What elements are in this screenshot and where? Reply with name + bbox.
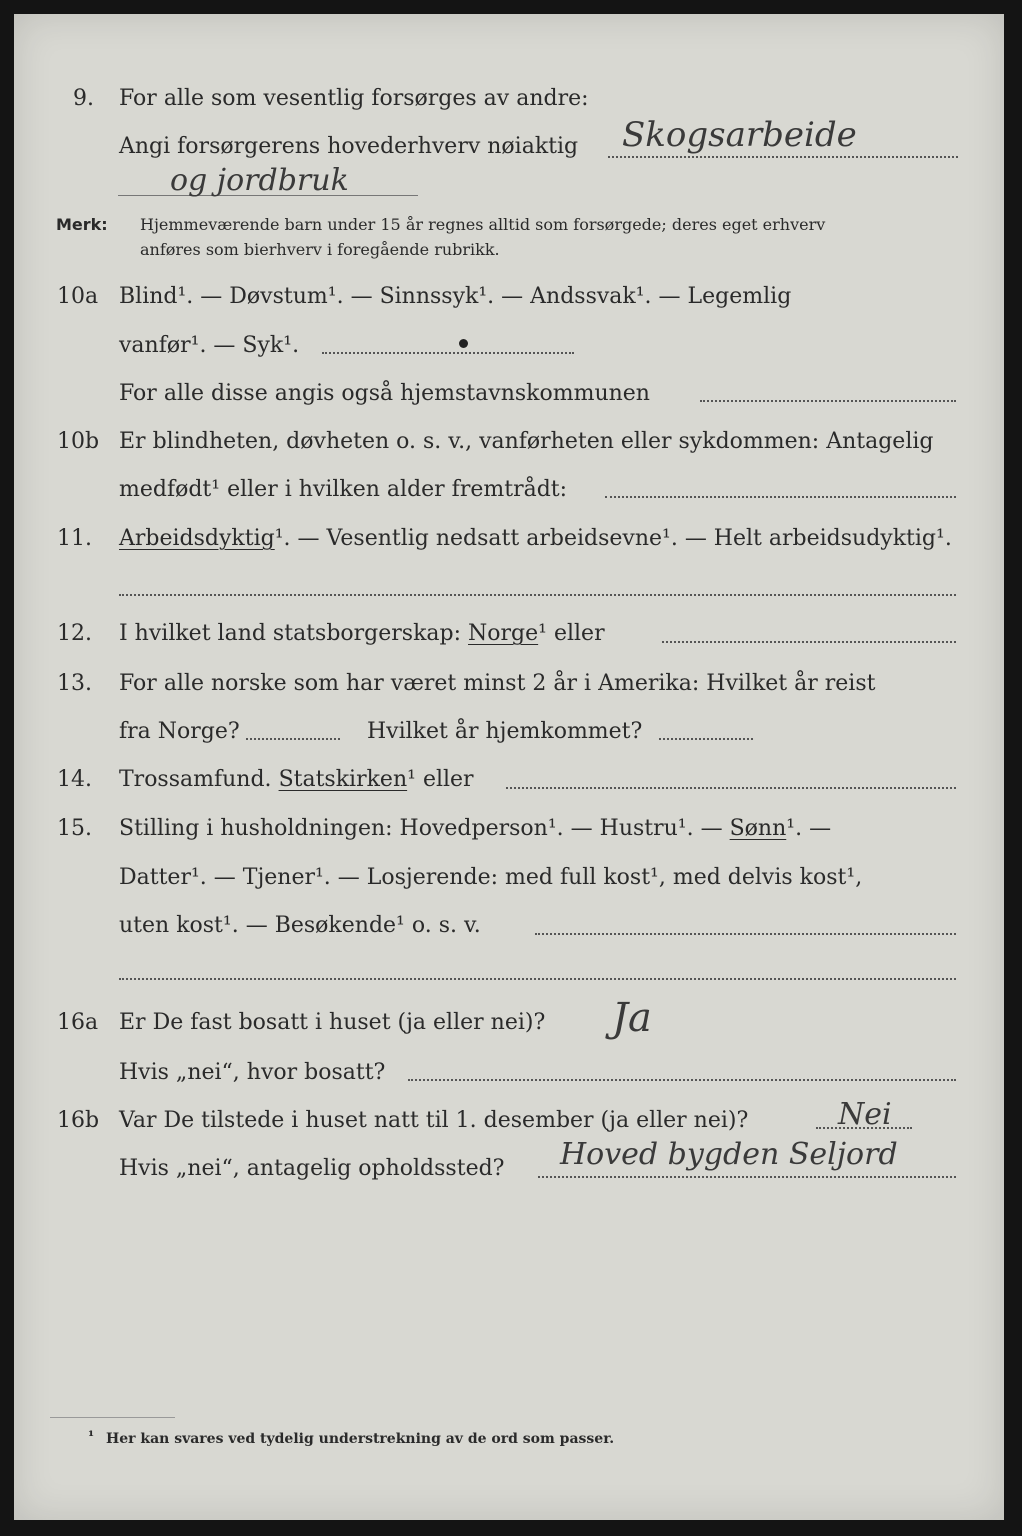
q14-underlined-option: Statskirken [278,767,408,792]
q11-number: 11. [57,526,92,551]
q12-number: 12. [57,621,92,646]
q16a-line1: Er De fast bosatt i huset (ja eller nei)? [119,1010,546,1035]
q10a-kommune-line [700,400,956,402]
q15-answer-line [535,933,956,935]
q15-answer-line2 [119,978,956,980]
q12-pre: I hvilket land statsborgerskap: [119,621,462,646]
q16a-handwritten-answer: Ja [612,995,652,1041]
footnote-text: Her kan svares ved tydelig understrekning av de ord som passer. [106,1431,615,1447]
q10b-answer-line [605,496,956,498]
merk-label: Merk: [56,215,108,234]
q10b-line1: Er blindheten, døvheten o. s. v., vanførheten eller sykdommen: Antagelig [119,429,934,454]
q12-answer-line [662,641,956,643]
merk-line2: anføres som bierhverv i foregående rubrikk. [140,240,500,259]
q9-line1: For alle som vesentlig forsørges av andre: [119,86,589,111]
q13-hjemkommet-line [659,738,753,740]
q16a-number: 16a [57,1010,99,1035]
q16b-line2: Hvis „nei“, antagelig opholdssted? [119,1156,505,1181]
q15-line1c: ¹. — [786,816,832,841]
q12-underlined-option: Norge [468,621,539,646]
q16a-line2: Hvis „nei“, hvor bosatt? [119,1060,386,1085]
q9-handwritten-answer1: Skogsarbeide [622,115,857,155]
q11-rest: ¹. — Vesentlig nedsatt arbeidsevne¹. — Helt arbeidsudyktig¹. [274,526,952,551]
q11-line [119,528,952,550]
q11-answer-line [119,594,956,596]
q16b-number: 16b [57,1108,100,1133]
q10b-line2: medfødt¹ eller i hvilken alder fremtrådt: [119,477,568,502]
q11-underlined-option: Arbeidsdyktig [119,526,275,551]
q13-line2a: fra Norge? [119,719,240,744]
q10a-line1: Blind¹. — Døvstum¹. — Sinnssyk¹. — Andssvak¹. — Legemlig [119,284,792,309]
q9-number: 9. [73,86,94,111]
q12-post: ¹ eller [538,621,605,646]
q9-answer-line [608,156,958,158]
q10a-line3: For alle disse angis også hjemstavnskommunen [119,381,650,406]
q10b-number: 10b [57,429,100,454]
q13-line1: For alle norske som har været minst 2 år i Amerika: Hvilket år reist [119,671,876,696]
q16a-answer-line [408,1079,956,1081]
q15-line1 [119,818,831,840]
q9-handwritten-answer2: og jordbruk [170,163,349,198]
q10a-syk-line [322,352,574,354]
q14-answer-line [506,787,956,789]
q9-line2: Angi forsørgerens hovederhverv nøiaktig [119,134,579,159]
q12-line [119,623,605,645]
q13-line2b: Hvilket år hjemkommet? [367,719,643,744]
q13-reist-line [246,738,340,740]
ink-dot [459,339,468,348]
q14-post: ¹ eller [407,767,474,792]
q16b-handwritten-answer2: Hoved bygden Seljord [560,1137,898,1172]
q15-underlined-option: Sønn [729,816,787,841]
merk-line1: Hjemmeværende barn under 15 år regnes alltid som forsørgede; deres eget erhverv [140,215,826,234]
footnote-mark: ¹ [88,1429,95,1445]
q10a-line2: vanfør¹. — Syk¹. [119,333,300,358]
q16b-handwritten-answer1: Nei [838,1097,892,1132]
q14-number: 14. [57,767,92,792]
q13-number: 13. [57,671,92,696]
q15-line1a: Stilling i husholdningen: Hovedperson¹. — Hustru¹. — [119,816,723,841]
q10a-number: 10a [57,284,99,309]
q14-line [119,769,474,791]
footnote-divider [50,1417,175,1418]
q16b-answer-line2 [538,1176,956,1178]
q16b-line1: Var De tilstede i huset natt til 1. desember (ja eller nei)? [119,1108,749,1133]
q15-line3: uten kost¹. — Besøkende¹ o. s. v. [119,913,481,938]
q15-number: 15. [57,816,92,841]
q14-pre: Trossamfund. [119,767,272,792]
q15-line2: Datter¹. — Tjener¹. — Losjerende: med full kost¹, med delvis kost¹, [119,865,863,890]
